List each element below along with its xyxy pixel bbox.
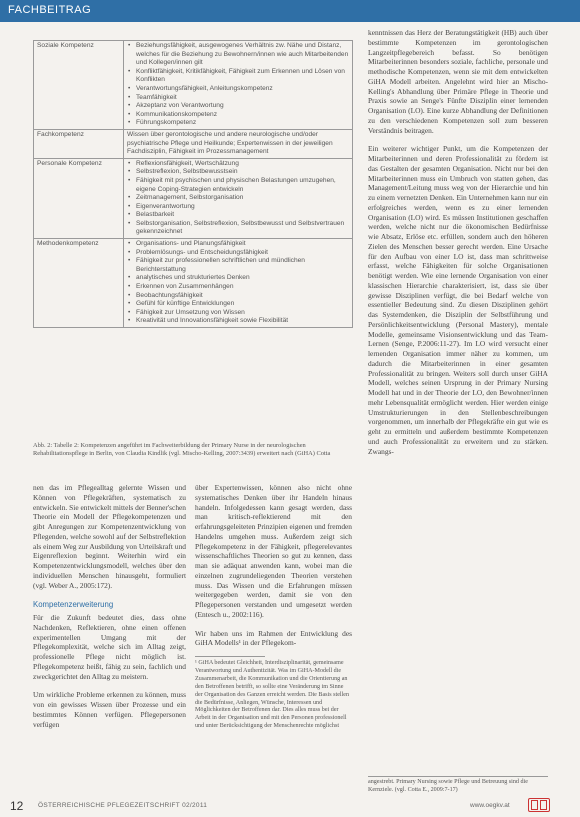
table-row	[34, 41, 353, 130]
competence-list	[127, 160, 349, 237]
list-item: • Verantwortungsfähigkeit, Anleitungskompetenz	[127, 85, 349, 94]
middle-column	[195, 483, 352, 657]
list-item: • Fähigkeit mit psychischen und physischen Belastungen umzugehen, eigene Coping-Strategien entwickeln	[127, 177, 349, 194]
table-category-cell: Soziale Kompetenz	[34, 41, 124, 130]
oegkv-logo-icon	[528, 798, 550, 812]
list-item: • Kommunikationskompetenz	[127, 111, 349, 120]
list-item: • Eigenverantwortung	[127, 203, 349, 212]
competence-list	[127, 42, 349, 128]
figure-caption: Abb. 2: Tabelle 2: Kompetenzen angeführt im Fachweiterbildung der Primary Nurse in der neurologischen Rehabilitationspflege in Berlin, von Claudia Kindlik (vgl. Mischo-Kelling, 2007:3439) erweitert nach (GiHA) Cotta	[33, 442, 331, 458]
right-column	[368, 28, 548, 465]
list-item: • Organisations- und Planungsfähigkeit	[127, 240, 349, 249]
list-item: • Problemlösungs- und Entscheidungsfähigkeit	[127, 249, 349, 258]
list-item: • Zeitmanagement, Selbstorganisation	[127, 194, 349, 203]
list-item: • Akzeptanz von Verantwortung	[127, 102, 349, 111]
table-content-cell	[124, 239, 353, 328]
list-item: • Reflexionsfähigkeit, Wertschätzung	[127, 160, 349, 169]
paragraph: Wir haben uns im Rahmen der Entwicklung des GiHA Modells¹ in der Pflegekom-	[195, 628, 352, 648]
list-item: • Beobachtungsfähigkeit	[127, 292, 349, 301]
table-category-cell: Personale Kompetenz	[34, 158, 124, 238]
list-item: • Fähigkeit zur professionellen schriftlichen und mündlichen Berichterstattung	[127, 257, 349, 274]
page-number: 12	[10, 799, 24, 813]
competence-list	[127, 240, 349, 326]
journal-name: ÖSTERREICHISCHE PFLEGEZEITSCHRIFT 02/2011	[38, 802, 208, 809]
list-item: • analytisches und strukturiertes Denken	[127, 274, 349, 283]
list-item: • Selbstorganisation, Selbstreflexion, Selbstbewusst und Selbstvertrauen gekennzeichnet	[127, 220, 349, 237]
paragraph: über Expertenwissen, können also nicht ohne systematisches Denken über ihr Handeln hinaus handeln. Infolgedessen kann gesagt werden, dass man kritisch-reflektierend mit den erfahrungsgeleiteten Prinzipien eigenen und fremden Handelns umgehen muss. Außerdem zeigt sich Pflegekompetenz in der Fähigkeit, pflegerelevantes wissenschaftliches Theorien so gut zu kennen, dass man sie adäquat anwenden kann, wobei man die einzelnen zugrundeliegenden Theorien verstehen muss. Das Wissen und die Erfahrungen müssen weitergegeben werden, damit sie von den Pflegepersonen verstanden und umgesetzt werden (Entesch u., 2002:116).	[195, 483, 352, 619]
competence-table	[33, 40, 353, 328]
list-item: • Fähigkeit zur Umsetzung von Wissen	[127, 309, 349, 318]
footnote-text: ¹ GiHA bedeutet Gleichheit, Interdisziplinarität, gemeinsame Verantwortung und Authentizität. Was im GiHA-Modell die Zusammenarbeit, die Kommunikation und die Orientierung an den Betroffenen betrifft, so sollte eine Veränderung im Sinne der Organisation des Ganzen erreicht werden. Die Basis stellen die Bedürfnisse, Anliegen, Wünsche, Interessen und Möglichkeiten der Betroffenen dar. Dies alles muss bei der Arbeit in der Organisation und mit den Personen professionell und unter Berücksichtigung der Menschenrechte möglichst	[195, 660, 350, 730]
table-content-cell	[124, 41, 353, 130]
paragraph: kenntnissen das Herz der Beratungstätigkeit (HB) auch über bestimmte Kompetenzen im gerontologischen Langzeitpflegebereich befasst. So benötigen Mitarbeiterinnen besonders soziale, fachliche, personale und methodische Kompetenzen, wenn sie mit dem entwickelten GiHA Modell arbeiten. Angelehnt wird hier an Mischo-Kelling's Abhandlung über Primäre Pflege in Theorie und Praxis sowie an Senge's Fünfte Disziplin einer lernenden Organisation (LO). Eine kurze Abhandlung der Definitionen zu den verschiedenen Kompetenzen soll zum besseren Verständnis beitragen.	[368, 28, 548, 135]
header-bar	[0, 0, 580, 22]
list-item: • Konfliktfähigkeit, Kritikfähigkeit, Fähigkeit zum Erkennen und Lösen von Konflikten	[127, 68, 349, 85]
table-content-cell: Wissen über gerontologische und andere neurologische und/oder psychiatrische Pflege und Heilkunde; Expertenwissen in der jeweiligen Fachdisziplin, Fähigkeit im Prozessmanagement	[124, 129, 353, 158]
left-column	[33, 483, 186, 738]
page-footer	[0, 798, 580, 817]
table-category-cell: Methodenkompetenz	[34, 239, 124, 328]
footnote	[195, 656, 352, 731]
footnote-continued: angestrebt. Primary Nursing sowie Pflege und Betreuung sind die Kernziele. (vgl. Cotta E., 2009:7-17)	[368, 776, 548, 795]
paragraph: Für die Zukunft bedeutet dies, dass ohne Nachdenken, Reflektieren, ohne einen offenen experimentellen Umgang mit der Pflegekomplexität, welche sich im Alltag zeigt, professionelle Pflege nicht möglich ist. Pflegekompetenz heißt, fähig zu sein, fachlich und zweckgerichtet den Alltag zu meistern.	[33, 613, 186, 681]
list-item: • Erkennen von Zusammenhängen	[127, 283, 349, 292]
list-item: • Teamfähigkeit	[127, 94, 349, 103]
list-item: • Selbstreflexion, Selbstbewusstsein	[127, 168, 349, 177]
paragraph: Um wirkliche Probleme erkennen zu können, muss von ein gewisses Wissen über Prozesse und ein bestimmtes Können verfügen. Pflegepersonen verfügen	[33, 690, 186, 729]
table-content-cell	[124, 158, 353, 238]
footnote-rule	[195, 656, 265, 657]
list-item: • Belastbarkeit	[127, 211, 349, 220]
list-item: • Führungskompetenz	[127, 119, 349, 128]
table-row	[34, 158, 353, 238]
section-label: FACHBEITRAG	[8, 4, 92, 16]
table-row	[34, 239, 353, 328]
list-item: • Gefühl für künftige Entwicklungen	[127, 300, 349, 309]
competence-table-body	[34, 41, 353, 328]
footer-url[interactable]: www.oegkv.at	[470, 802, 510, 809]
list-item: • Kreativität und Innovationsfähigkeit sowie Flexibilität	[127, 317, 349, 326]
table-category-cell: Fachkompetenz	[34, 129, 124, 158]
table-row	[34, 129, 353, 158]
list-item: • Beziehungsfähigkeit, ausgewogenes Verhältnis zw. Nähe und Distanz, welches für die Beziehung zu Bewohnern/innen wie auch Mitarbeitenden und Kollegen/innen gilt	[127, 42, 349, 68]
paragraph: nen das im Pflegealltag gelernte Wissen und Können von Pflegekräften, systematisch zu entwickeln. Sie entwickelt mittels der Benner'schen Theorie ein Modell der Pflegekompetenzen und gibt Anregungen zur Kompetenzentwicklung von Pflegenden, welche sowohl auf der Selbstreflektion als einem Weg zur Ausbildung von Urteilskraft und Eigenreflexion beginnt. Weiterhin wird ein Kompetenzentwicklungsmodell, welches über den individuellen Menschen hinausgeht, formuliert (vgl. Weber A., 2005:172).	[33, 483, 186, 590]
paragraph: Ein weiterer wichtiger Punkt, um die Kompetenzen der Mitarbeiterinnen und deren Professionalität zu fördern ist das Gestalten der gesamten Organisation. Nicht nur bei den Mitarbeiterinnen muss ein Umbruch von statten gehen, das Management/Leitung muss weg von der Hierarchie und hin zu einem vernetzten Denken. Ein Unternehmen kann nur ein erfolgreiches werden, wenn es zu einer lernenden Organisation (LO) wird. Es müssen Institutionen geschaffen werden, welche nicht nur die ökonomischen Bedürfnisse wie Absatz, Erlöse etc. erfüllen, sondern auch den höheren Zielen des Menschen besser gerecht werden. Eine Ursache für den Aufbau von einer LO ist, dass man schrittweise erfasst, welche Fähigkeiten für solche Organisationen benötigt werden. Wie eine lernende Organisation von einer klassischen Hierarchie charakterisiert, ist, dass sie über gewisse Disziplinen verfügt, die bei Bedarf welche von essentieller Bedeutung sind. Zu diesen Disziplinen gehört das Systemdenken, die Disziplin der Selbstführung und Persönlichkeitsentwicklung (Personal Mastery), mentale Modelle, gemeinsame Visionsentwicklung und das Team-Lernen (Senge, P.2006:11-27). Im LO wird versucht einer lernenden Organisation immer näher zu kommen, um dadurch die Mitarbeiterinnen in einer gesamten Professionalität zu bringen. Weiters soll durch unser GiHA Modell, welches seinen Ursprung in der Primary Nursing Modell hat und in der Theorie der LO, den Bewohner/innen mehr Lebensqualität ermöglicht werden. Hier werden einige Umstrukturierungen in den Stellenbeschreibungen vorgenommen, um innerhalb der Pflegekräfte ein gut wie es geht zu ermitteln und außerdem bestimmte Kompetenzen und auch Professionalität zu erweitern und zu stärken. Zwangs-	[368, 144, 548, 456]
section-heading: Kompetenzerweiterung	[33, 600, 114, 610]
